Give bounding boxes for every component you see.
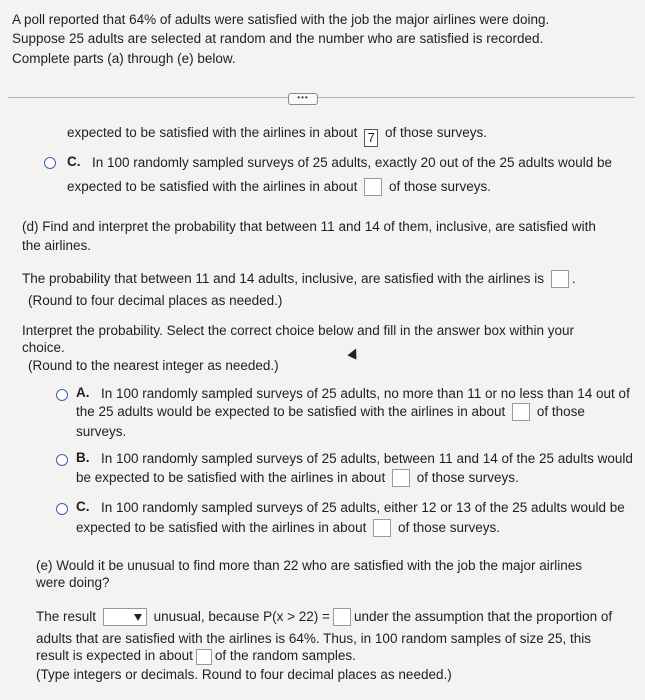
parte-type-note: (Type integers or decimals. Round to four decimal places as needed.) xyxy=(36,667,452,682)
partc-option-c-post: of those surveys. xyxy=(388,179,492,194)
partd-option-b-line2 xyxy=(76,469,519,487)
partd-option-b-answer-box[interactable] xyxy=(392,469,410,487)
section-divider xyxy=(8,97,635,98)
partc-option-c-pre: expected to be satisfied with the airlines in about xyxy=(67,179,358,194)
intro-line-3: Complete parts (a) through (e) below. xyxy=(12,51,236,66)
partd-option-b-letter: B. xyxy=(76,450,90,465)
partc-option-c-radio[interactable] xyxy=(44,157,56,169)
parte-result-line3-pre: result is expected in about xyxy=(36,648,193,663)
parte-result-line-1 xyxy=(36,608,612,626)
chevron-down-icon xyxy=(134,614,142,621)
parte-result-line-2: adults that are satisfied with the airlines is 64%. Thus, in 100 random samples of size 25, this xyxy=(36,631,592,646)
partd-option-c-letter: C. xyxy=(76,499,90,514)
parte-question-1: (e) Would it be unusual to find more than 22 who are satisfied with the job the major airlines xyxy=(36,558,583,573)
partd-option-c-post: of those surveys. xyxy=(397,520,501,535)
parte-result-dropdown[interactable] xyxy=(103,608,147,626)
partd-option-c-answer-box[interactable] xyxy=(373,519,391,537)
partd-option-a-answer-box[interactable] xyxy=(512,403,530,421)
partd-option-b-line1: In 100 randomly sampled surveys of 25 adults, between 11 and 14 of the 25 adults would xyxy=(101,451,633,466)
partd-option-c-radio[interactable] xyxy=(56,503,68,515)
partd-option-c-line1: In 100 randomly sampled surveys of 25 adults, either 12 or 13 of the 25 adults would be xyxy=(101,500,625,515)
partd-probability-pre: The probability that between 11 and 14 adults, inclusive, are satisfied with the airlines is xyxy=(22,271,545,286)
intro-line-1: A poll reported that 64% of adults were satisfied with the job the major airlines were doing. xyxy=(12,12,550,27)
partc-top-answer[interactable]: 7 xyxy=(364,129,378,147)
parte-probability-answer-box[interactable] xyxy=(333,608,351,626)
partd-option-a-letter: A. xyxy=(76,385,90,400)
partd-interpret-1: Interpret the probability. Select the correct choice below and fill in the answer box within your xyxy=(22,323,575,338)
parte-result-line3-post: of the random samples. xyxy=(214,648,356,663)
partd-question-1: (d) Find and interpret the probability that between 11 and 14 of them, inclusive, are satisfied with xyxy=(22,219,596,234)
partd-round-integer-note: (Round to the nearest integer as needed.) xyxy=(28,358,279,373)
partd-option-a-post: of those xyxy=(536,404,585,419)
parte-samples-answer-box[interactable] xyxy=(196,649,212,665)
partd-probability-answer-box[interactable] xyxy=(551,270,569,288)
partd-question-2: the airlines. xyxy=(22,238,92,253)
partd-option-a-line3: surveys. xyxy=(76,424,127,439)
partd-option-a-pre: the 25 adults would be expected to be satisfied with the airlines in about xyxy=(76,404,506,419)
partd-option-a-line1: In 100 randomly sampled surveys of 25 adults, no more than 11 or no less than 14 out of xyxy=(101,386,630,401)
partd-interpret-2: choice. xyxy=(22,340,65,355)
partc-option-c-answer-box[interactable] xyxy=(364,178,382,196)
partd-option-b-pre: be expected to be satisfied with the airlines in about xyxy=(76,470,386,485)
mouse-cursor-icon xyxy=(347,346,360,359)
parte-result-mid: unusual, because P(x > 22) = xyxy=(153,609,330,624)
partd-option-a-line2 xyxy=(76,403,585,421)
partd-option-c-line2 xyxy=(76,519,500,537)
intro-line-2: Suppose 25 adults are selected at random and the number who are satisfied is recorded. xyxy=(12,31,544,46)
partc-top-pre: expected to be satisfied with the airlines in about xyxy=(67,125,358,140)
partd-option-a-radio[interactable] xyxy=(56,389,68,401)
parte-result-pre: The result xyxy=(36,609,97,624)
partc-option-c-letter: C. xyxy=(67,154,81,169)
partc-option-c-line2 xyxy=(67,178,491,196)
parte-result-line-3 xyxy=(36,647,356,665)
partd-option-b-radio[interactable] xyxy=(56,454,68,466)
partc-option-c-line1: In 100 randomly sampled surveys of 25 adults, exactly 20 out of the 25 adults would be xyxy=(92,155,613,170)
partc-top-post: of those surveys. xyxy=(384,125,488,140)
partd-option-c-pre: expected to be satisfied with the airlines in about xyxy=(76,520,367,535)
partd-probability-line xyxy=(22,270,576,288)
partd-option-b-post: of those surveys. xyxy=(416,470,519,485)
partc-top-line xyxy=(67,124,487,147)
parte-result-post: under the assumption that the proportion of xyxy=(353,609,613,624)
more-button[interactable]: ••• xyxy=(288,93,318,105)
partd-probability-post: . xyxy=(571,271,576,286)
partd-round-note: (Round to four decimal places as needed.) xyxy=(28,293,283,308)
parte-question-2: were doing? xyxy=(36,575,110,590)
